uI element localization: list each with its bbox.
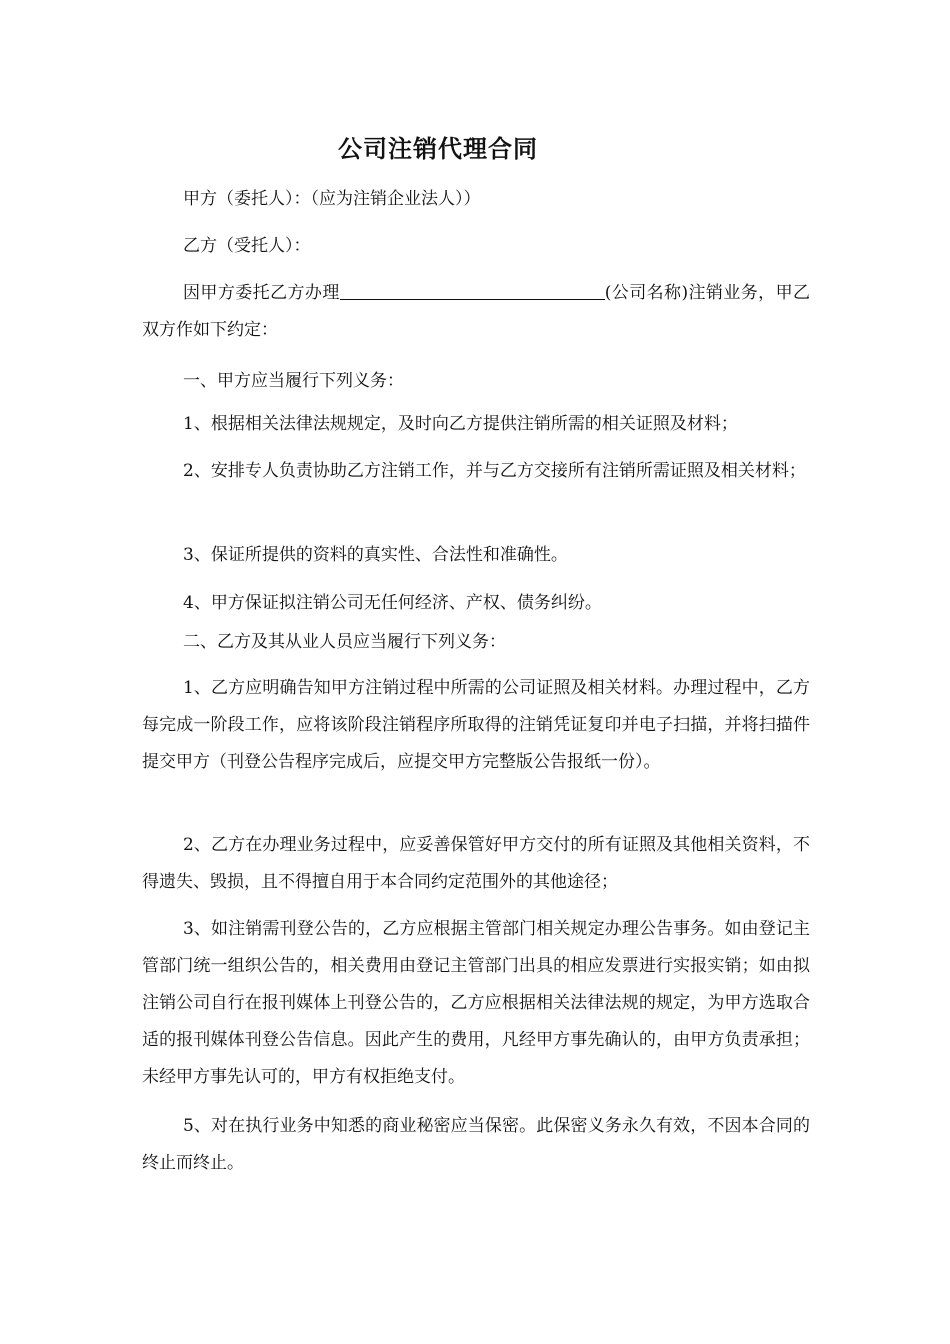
company-name-blank — [340, 281, 605, 300]
section-1-item-4: 4、甲方保证拟注销公司无任何经济、产权、债务纠纷。 — [183, 593, 602, 613]
section-2-item-2: 2、乙方在办理业务过程中，应妥善保管好甲方交付的所有证照及其他相关资料，不得遗失、毁损，且不得擅自用于本合同约定范围外的其他途径； — [142, 835, 810, 892]
section-1-item-2: 2、安排专人负责协助乙方注销工作，并与乙方交接所有注销所需证照及相关材料； — [183, 461, 806, 481]
intro-paragraph — [142, 275, 810, 349]
section-1-heading: 一、甲方应当履行下列义务： — [183, 371, 404, 391]
section-1-item-3: 3、保证所提供的资料的真实性、合法性和准确性。 — [183, 545, 568, 565]
section-2-item-1: 1、乙方应明确告知甲方注销过程中所需的公司证照及相关材料。办理过程中，乙方每完成一阶段工作，应将该阶段注销程序所取得的注销凭证复印并电子扫描，并将扫描件提交甲方（刊登公告程序完成后，应提交甲方完整版公告报纸一份）。 — [142, 678, 810, 772]
intro-text-before: 因甲方委托乙方办理 — [183, 283, 340, 303]
section-2-item-5: 5、对在执行业务中知悉的商业秘密应当保密。此保密义务永久有效，不因本合同的终止而终止。 — [142, 1116, 810, 1173]
party-a-line: 甲方（委托人）：（应为注销企业法人）） — [183, 189, 481, 209]
section-2-heading: 二、乙方及其从业人员应当履行下列义务： — [183, 632, 506, 652]
section-2-item-3: 3、如注销需刊登公告的，乙方应根据主管部门相关规定办理公告事务。如由登记主管部门统一组织公告的，相关费用由登记主管部门出具的相应发票进行实报实销；如由拟注销公司自行在报刊媒体上刊登公告的，乙方应根据相关法律法规的规定，为甲方选取合适的报刊媒体刊登公告信息。因此产生的费用，凡经甲方事先确认的，由甲方负责承担；未经甲方事先认可的，甲方有权拒绝支付。 — [142, 919, 810, 1087]
document-title: 公司注销代理合同 — [338, 135, 538, 163]
section-1-item-1: 1、根据相关法律法规规定，及时向乙方提供注销所需的相关证照及材料； — [183, 414, 738, 434]
party-b-line: 乙方（受托人）： — [183, 236, 311, 256]
intro-text-after: (公司名称)注销业务，甲乙双方作如下约定： — [142, 283, 811, 340]
